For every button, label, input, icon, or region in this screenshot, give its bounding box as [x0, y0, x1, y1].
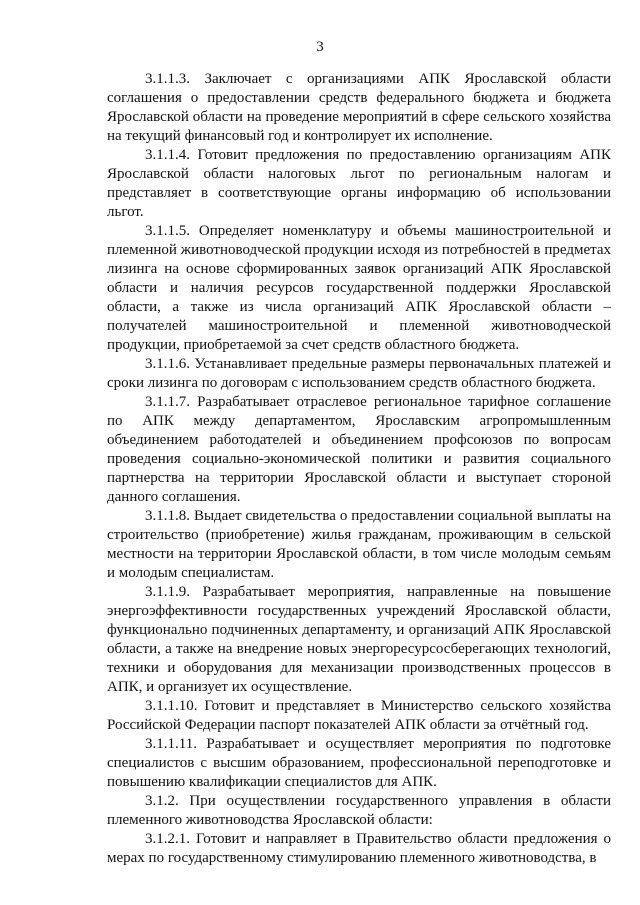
document-body — [107, 70, 611, 868]
paragraph-3-1-1-10: 3.1.1.10. Готовит и представляет в Министерство сельского хозяйства Российской Федерации паспорт показателей АПК области за отчётный год. — [107, 698, 611, 733]
paragraph-3-1-1-8: 3.1.1.8. Выдает свидетельства о предоставлении социальной выплаты на строительство (приобретение) жилья гражданам, проживающим в сельской местности на территории Ярославской области, в том числе молодым семьям и молодым специалистам. — [107, 508, 611, 581]
paragraph-3-1-1-4: 3.1.1.4. Готовит предложения по предоставлению организациям АПК Ярославской области налоговых льгот по региональным налогам и представляет в соответствующие органы информацию об использовании льгот. — [107, 147, 611, 220]
paragraph-3-1-1-9: 3.1.1.9. Разрабатывает мероприятия, направленные на повышение энергоэффективности государственных учреждений Ярославской области, функционально подчиненных департаменту, и организаций АПК Ярославской области, а также на внедрение новых энергоресурсосберегающих технологий, техники и оборудования для механизации производственных процессов в АПК, и организует их осуществление. — [107, 584, 611, 695]
paragraph-3-1-1-7: 3.1.1.7. Разрабатывает отраслевое региональное тарифное соглашение по АПК между департаментом, Ярославским агропромышленным объединением работодателей и объединением профсоюзов по вопросам проведения социально-экономической политики и развития социального партнерства на территории Ярославской области и выступает стороной данного соглашения. — [107, 394, 611, 505]
paragraph-3-1-1-11: 3.1.1.11. Разрабатывает и осуществляет мероприятия по подготовке специалистов с высшим образованием, профессиональной переподготовке и повышению квалификации специалистов для АПК. — [107, 736, 611, 790]
paragraph-3-1-1-5: 3.1.1.5. Определяет номенклатуру и объемы машиностроительной и племенной животноводческой продукции исходя из потребностей в предметах лизинга на основе сформированных заявок организаций АПК Ярославской области и наличия ресурсов государственной поддержки Ярославской области, а также из числа организаций АПК Ярославской области – получателей машиностроительной и племенной животноводческой продукции, приобретаемой за счет средств областного бюджета. — [107, 223, 611, 353]
paragraph-3-1-2: 3.1.2. При осуществлении государственного управления в области племенного животноводства Ярославской области: — [107, 793, 611, 828]
page-number: 3 — [316, 39, 324, 55]
paragraph-3-1-1-3: 3.1.1.3. Заключает с организациями АПК Ярославской области соглашения о предоставлении средств федерального бюджета и бюджета Ярославской области на проведение мероприятий в сфере сельского хозяйства на текущий финансовый год и контролирует их исполнение. — [107, 71, 611, 144]
paragraph-3-1-1-6: 3.1.1.6. Устанавливает предельные размеры первоначальных платежей и сроки лизинга по договорам с использованием средств областного бюджета. — [107, 356, 611, 391]
paragraph-3-1-2-1: 3.1.2.1. Готовит и направляет в Правительство области предложения о мерах по государственному стимулированию племенного животноводства, в — [107, 831, 611, 866]
